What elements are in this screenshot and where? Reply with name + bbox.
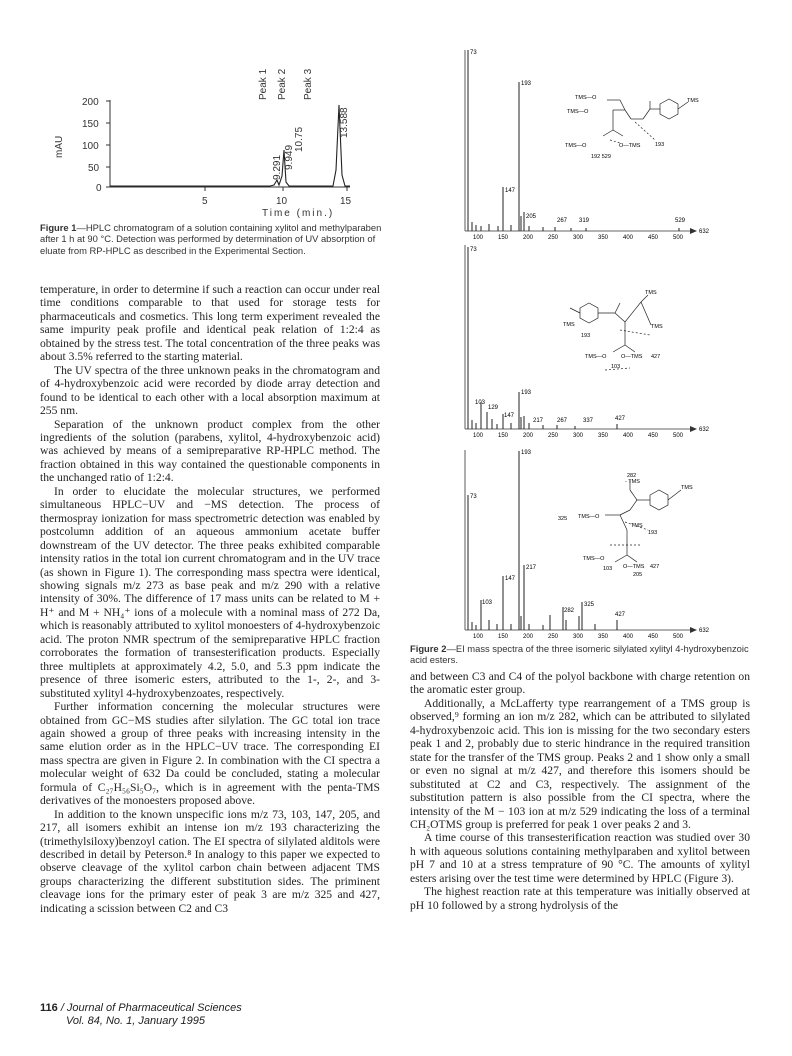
x-tick: 150: [498, 235, 509, 241]
x-tick: 300: [573, 433, 584, 439]
end-label: 632: [699, 427, 710, 433]
tms-label: TMS: [651, 324, 663, 330]
y-tick-label: 150: [82, 119, 99, 130]
structure-3: [605, 480, 681, 562]
paragraph: Additionally, a McLafferty type rearrangement of a TMS group is observed,⁹ forming an ion m/z 282, which can be attributed to silylated 4-hydroxybenzoic acid. This ion is missing for the two secondary esters peak 1 and 2, probably due to steric hindrance in the required transition state for the transfer of the TMS group. Peaks 2 and 1 show only a small or even no signal at m/z 427, and therefore this isomers should be substituted at C2 and C3, respectively. The assignment of the substitution pattern is also possible from the CI spectra, where the intensity of the M − 103 ion at m/z 529 indicating the loss of a terminal CH₂OTMS group is preferred for peak 1 over peaks 2 and 3.: [410, 696, 750, 831]
x-ticks: [202, 187, 352, 207]
figure-1-caption-text: —HPLC chromatogram of a solution containing xylitol and methylparaben after 1 h at 90 °C. Detection was performed by determination of UV absorption of eluate from RP-HPLC as described in the Experimental Section.: [40, 222, 382, 256]
y-axis-unit: mAU: [54, 135, 65, 158]
tms-label: TMS—O: [583, 556, 605, 562]
x-tick: 200: [523, 433, 534, 439]
peak-label-3: Peak 3: [303, 68, 314, 100]
tms-label: TMS—O: [575, 95, 597, 101]
figure-2-mass-spectra: [445, 40, 745, 640]
page-footer: [40, 1002, 380, 1028]
peak-label: 529: [675, 218, 686, 224]
volume-info: Vol. 84, No. 1, January 1995: [66, 1015, 206, 1027]
structure-2-labels: [563, 290, 663, 370]
x-tick: 250: [548, 634, 559, 640]
chromatogram-trace: [110, 105, 350, 186]
x-tick: 300: [573, 235, 584, 241]
paragraph: Further information concerning the molecular structures were obtained from GC−MS studies after silylation. The GC total ion trace again showed a group of three peaks with increasing intensity in the same elution order as in the HPLC−UV trace. The corresponding EI mass spectra are given in Figure 2. In combination with the CI spectra a molecular weight of 632 Da could be concluded, stating a molecular formula of C₂₇H₅₆Si₅O₇, which is in agreement with the penta-TMS derivatives of the monoesters proposed above.: [40, 700, 380, 808]
x-tick: 400: [623, 634, 634, 640]
x-tick: 150: [498, 634, 509, 640]
peak-annotation: 13.588: [339, 107, 350, 138]
peak-label: 217: [533, 418, 544, 424]
paragraph: The highest reaction rate at this temperature was initially observed at pH 10 followed by a strong hydrolysis of the: [410, 885, 750, 912]
x-tick: 100: [473, 235, 484, 241]
x-tick: 100: [473, 634, 484, 640]
y-tick-label: 0: [96, 183, 102, 194]
peak-label: 282: [564, 608, 575, 614]
tms-label: TMS: [687, 98, 699, 104]
x-tick: 450: [648, 235, 659, 241]
footer-line-1: [40, 1002, 380, 1015]
x-tick: 150: [498, 433, 509, 439]
tms-label: TMS: [563, 322, 575, 328]
x-axis-ticks-1: [473, 235, 684, 241]
x-tick: 500: [673, 235, 684, 241]
structure-3-labels: [558, 473, 693, 578]
structure-1: [603, 99, 688, 143]
peak-label: 147: [504, 413, 515, 419]
x-tick: 300: [573, 634, 584, 640]
peak-label: 147: [505, 188, 516, 194]
fragment-label: 103: [603, 566, 613, 572]
peak-label: 73: [470, 247, 477, 253]
figure-1-chromatogram: [40, 30, 385, 230]
figure-1: [40, 30, 385, 256]
fragment-label: - TMS: [625, 479, 640, 485]
right-column-text: [410, 670, 750, 912]
end-label: 632: [699, 229, 710, 235]
x-tick: 200: [523, 634, 534, 640]
x-tick-label: 5: [202, 196, 208, 207]
tms-label: TMS: [681, 485, 693, 491]
peak-label: 267: [557, 418, 568, 424]
paragraph: The UV spectra of the three unknown peaks in the chromatogram and of 4-hydroxybenzoic acid were recorded by diode array detection and found to be identical to each other with a local absorption maximum at 255 nm.: [40, 363, 380, 418]
y-tick-label: 50: [88, 163, 100, 174]
tms-label: O—TMS: [623, 564, 645, 570]
x-tick: 350: [598, 634, 609, 640]
fragment-label: 282: [627, 473, 637, 479]
peak-label: 129: [488, 405, 499, 411]
x-axis-ticks-2: [473, 433, 684, 439]
peak-label: 217: [526, 565, 537, 571]
paragraph: Separation of the unknown product complex from the other ingredients of the solution (parabens, xylitol, 4-hydroxybenzoic acid) was achieved by means of a semipreparative RP-HPLC method. The fraction obtained in this way contained the questionable components in the unchanged ratio of 1:2:4.: [40, 417, 380, 485]
x-tick-label: 10: [276, 196, 288, 207]
peak-annotation: 10.75: [294, 126, 305, 152]
peak-label: 337: [583, 418, 594, 424]
figure-2: [410, 40, 749, 666]
fragment-label: 192 529: [591, 154, 611, 160]
x-tick: 400: [623, 433, 634, 439]
fragment-label: 325: [558, 516, 568, 522]
peak-label: 103: [482, 600, 493, 606]
fragment-label: 193: [581, 333, 591, 339]
fragment-label: 205: [633, 572, 643, 578]
spectrum-2: [465, 245, 710, 439]
spectrum-3: [465, 450, 710, 640]
peak-label: 73: [470, 494, 477, 500]
peak-label: 319: [579, 218, 590, 224]
peak-label: 193: [521, 390, 532, 396]
end-label: 632: [699, 628, 710, 634]
peak-label: 73: [470, 50, 477, 56]
tms-label: O—TMS: [619, 143, 641, 149]
x-axis-label: Time (min.): [262, 208, 335, 219]
peak-label: 267: [557, 218, 568, 224]
x-tick: 500: [673, 433, 684, 439]
peak-label-1: Peak 1: [258, 68, 269, 100]
peak-label: 193: [521, 81, 532, 87]
y-ticks: [82, 97, 110, 194]
peak-annotation: 9.949: [284, 144, 295, 170]
x-tick: 450: [648, 634, 659, 640]
x-axis-ticks-3: [473, 634, 684, 640]
tms-label: TMS: [631, 523, 643, 529]
x-tick: 400: [623, 235, 634, 241]
y-tick-label: 100: [82, 141, 99, 152]
tms-label: O—TMS: [621, 354, 643, 360]
paragraph: In order to elucidate the molecular structures, we performed simultaneous HPLC−UV and −MS detection. The process of thermospray ionization for mass spectrometric detection was enabled by postcolumn addition of an aqueous ammonium acetate buffer downstream of the UV detector. The three peaks exhibited comparable intensity ratios in the total ion current chromatogram and in the UV trace (as shown in Figure 1). The corresponding mass spectra were identical, showing signals m/z 273 as base peak and m/z 290 with a relative intensity of 30%. The difference of 17 mass units can be related to M + H⁺ and M + NH₄⁺ ions of a molecule with a nominal mass of 272 Da, which is reasonably attributed to xylitol monoesters of 4-hydroxybenzoic acid. The proton NMR spectrum of the semipreparative HPLC fraction corroborates the formation of transesterification products. Especially three multiplets at approximately 4.2, 5.0, and 5.3 ppm indicate the presence of three isomeric esters, attributed to the 1-, 2-, and 3-substituted xylityl 4-hydroxybenzoates, respectively.: [40, 484, 381, 700]
paragraph: A time course of this transesterification reaction was studied over 30 h with aqueous solutions containing methylparaben and xylitol between pH 7 and 10 at a stress temprature of 90 °C. The amounts of xylityl esters arising over the test time were determined by HPLC (Figure 3).: [410, 831, 750, 885]
journal-name: / Journal of Pharmaceutical Sciences: [60, 1002, 242, 1014]
fragment-label: 103: [611, 364, 621, 370]
figure-2-caption: [410, 643, 750, 666]
peak-label: 103: [475, 400, 486, 406]
x-tick: 250: [548, 235, 559, 241]
page-number: 116: [40, 1002, 58, 1014]
tms-label: TMS—O: [567, 109, 589, 115]
peak-label: 147: [505, 576, 516, 582]
peak-label: 325: [584, 602, 595, 608]
x-tick: 500: [673, 634, 684, 640]
x-tick: 350: [598, 433, 609, 439]
peak-label: 205: [526, 214, 537, 220]
figure-1-caption: [40, 222, 385, 256]
fragment-label: 193: [648, 530, 658, 536]
tms-label: TMS—O: [565, 143, 587, 149]
x-tick: 200: [523, 235, 534, 241]
fragment-label: 193: [655, 142, 665, 148]
paragraph: In addition to the known unspecific ions m/z 73, 103, 147, 205, and 217, all isomers exhibit an intense ion m/z 193 characterizing the (trimethylsiloxy)benzoyl cation. The EI spectra of silylated alditols were described in detail by Peterson.⁸ In analogy to this paper we expected to observe cleavage of the xylitol carbon chain between adjacent TMS groups characterizing the different substitution sides. The priminent cleavage ions for the primary ester of peak 3 are m/z 325 and 427, indicating a scission between C2 and C3: [40, 807, 380, 915]
x-tick-label: 15: [340, 196, 352, 207]
figure-2-caption-label: Figure 2: [410, 643, 447, 654]
structure-1-labels: [565, 95, 699, 160]
paragraph: temperature, in order to determine if such a reaction can occur under real time conditions comparable to that used for storage tests for pharmaceuticals and cosmetics. This long term experiment revealed the same impurity peak profile and identical peak relation of 1:2:4 as obtained by the stress test. The total concentration of the three peaks was about 3.5% referred to the starting material.: [40, 283, 380, 364]
peak-label: 193: [521, 450, 532, 456]
figure-2-caption-text: —EI mass spectra of the three isomeric silylated xylityl 4-hydroxybenzoic acid esters.: [410, 643, 749, 666]
peak-label: 427: [615, 612, 626, 618]
spectrum-1: [465, 50, 710, 241]
tms-label: TMS—O: [585, 354, 607, 360]
y-tick-label: 200: [82, 97, 99, 108]
tms-label: TMS: [645, 290, 657, 296]
paragraph: and between C3 and C4 of the polyol backbone with charge retention on the aromatic ester group.: [410, 670, 750, 697]
fragment-label: 427: [651, 354, 661, 360]
figure-1-caption-label: Figure 1: [40, 222, 77, 233]
peak-annotation: 9.291: [272, 154, 283, 180]
fragment-label: 427: [650, 564, 660, 570]
x-tick: 350: [598, 235, 609, 241]
left-column-text: [40, 283, 380, 915]
peak-label-2: Peak 2: [277, 68, 288, 100]
x-tick: 450: [648, 433, 659, 439]
x-tick: 100: [473, 433, 484, 439]
peak-label: 427: [615, 416, 626, 422]
x-tick: 250: [548, 433, 559, 439]
tms-label: TMS—O: [578, 514, 600, 520]
